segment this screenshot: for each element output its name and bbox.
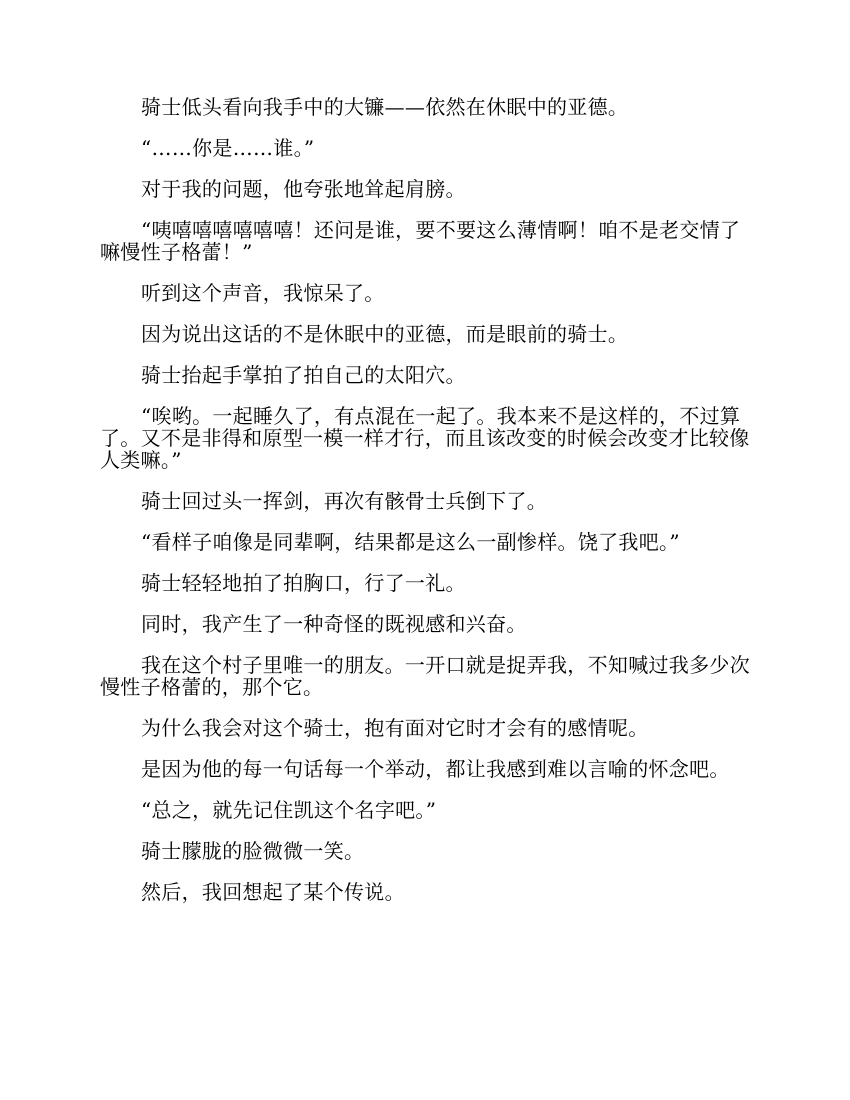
paragraph: 我在这个村子里唯一的朋友。一开口就是捉弄我，不知喊过我多少次慢性子格蕾的，那个它。 bbox=[100, 653, 750, 699]
paragraph: 为什么我会对这个骑士，抱有面对它时才会有的感情呢。 bbox=[141, 716, 649, 740]
paragraph: 骑士低头看向我手中的大镰——依然在休眠中的亚德。 bbox=[141, 95, 629, 119]
paragraph: 骑士轻轻地拍了拍胸口，行了一礼。 bbox=[141, 571, 466, 595]
paragraph: 然后，我回想起了某个传说。 bbox=[141, 880, 405, 904]
paragraph: 是因为他的每一句话每一个举动，都让我感到难以言喻的怀念吧。 bbox=[141, 757, 730, 781]
paragraph: “唉哟。一起睡久了，有点混在一起了。我本来不是这样的，不过算了。又不是非得和原型一模一样才行，而且该改变的时候会改变才比较像人类嘛。” bbox=[100, 404, 750, 472]
paragraph: “咦嘻嘻嘻嘻嘻嘻！还问是谁，要不要这么薄情啊！咱不是老交情了嘛慢性子格蕾！” bbox=[100, 218, 741, 264]
paragraph: 骑士抬起手掌拍了拍自己的太阳穴。 bbox=[141, 363, 466, 387]
paragraph: 骑士朦胧的脸微微一笑。 bbox=[141, 839, 365, 863]
paragraph: 因为说出这话的不是休眠中的亚德，而是眼前的骑士。 bbox=[141, 322, 629, 346]
paragraph: 骑士回过头一挥剑，再次有骸骨士兵倒下了。 bbox=[141, 489, 547, 513]
paragraph: 听到这个声音，我惊呆了。 bbox=[141, 281, 385, 305]
paragraph: “总之，就先记住凯这个名字吧。” bbox=[141, 798, 437, 822]
paragraph: “……你是……谁。” bbox=[141, 136, 315, 160]
paragraph: “看样子咱像是同辈啊，结果都是这么一副惨样。饶了我吧。” bbox=[141, 530, 680, 554]
paragraph: 对于我的问题，他夸张地耸起肩膀。 bbox=[141, 177, 466, 201]
paragraph: 同时，我产生了一种奇怪的既视感和兴奋。 bbox=[141, 612, 527, 636]
